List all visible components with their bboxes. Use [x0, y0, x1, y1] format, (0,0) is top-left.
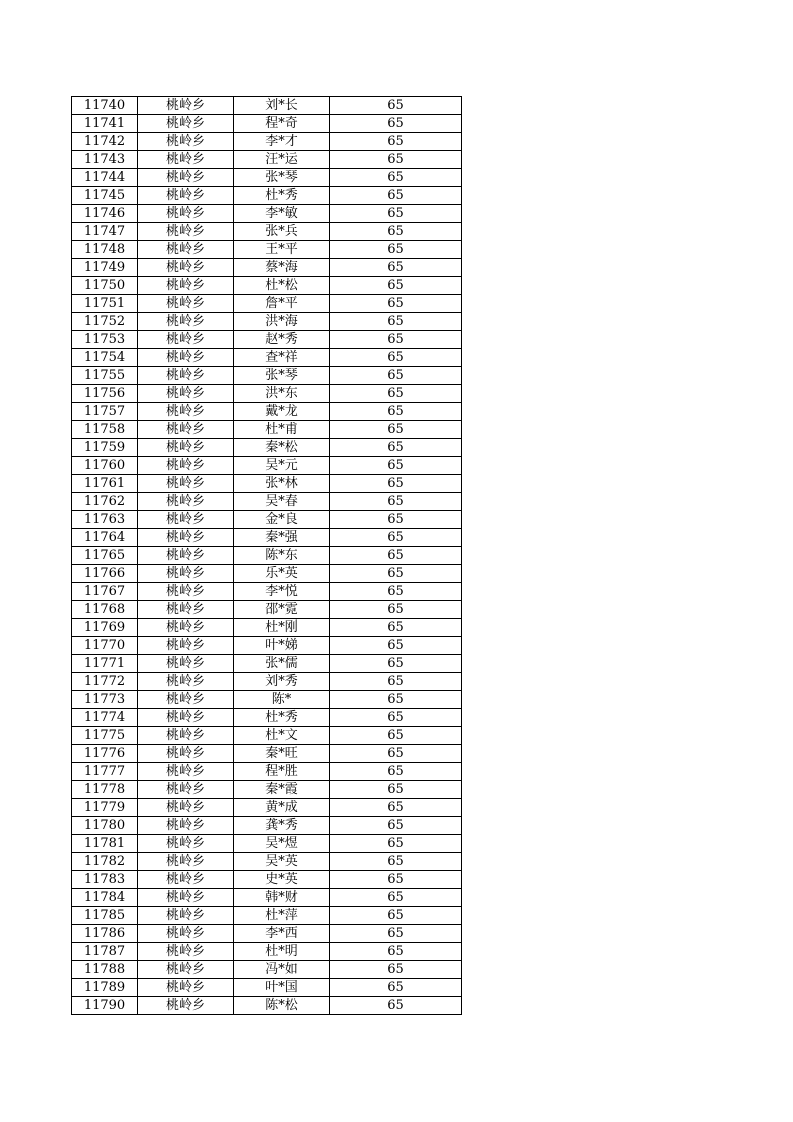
township-cell: 桃岭乡	[138, 205, 234, 223]
table-row	[72, 655, 462, 673]
value-cell: 65	[330, 979, 462, 997]
value-cell: 65	[330, 169, 462, 187]
row-id-cell: 11754	[72, 349, 138, 367]
name-cell: 杜*萍	[234, 907, 330, 925]
row-id-cell: 11773	[72, 691, 138, 709]
value-cell: 65	[330, 133, 462, 151]
name-cell: 张*林	[234, 475, 330, 493]
name-cell: 汪*运	[234, 151, 330, 169]
row-id-cell: 11777	[72, 763, 138, 781]
township-cell: 桃岭乡	[138, 979, 234, 997]
township-cell: 桃岭乡	[138, 943, 234, 961]
township-cell: 桃岭乡	[138, 691, 234, 709]
value-cell: 65	[330, 601, 462, 619]
table-row	[72, 799, 462, 817]
township-cell: 桃岭乡	[138, 583, 234, 601]
table-row	[72, 421, 462, 439]
name-cell: 龚*秀	[234, 817, 330, 835]
value-cell: 65	[330, 925, 462, 943]
table-row	[72, 331, 462, 349]
row-id-cell: 11771	[72, 655, 138, 673]
name-cell: 赵*秀	[234, 331, 330, 349]
name-cell: 吴*春	[234, 493, 330, 511]
name-cell: 刘*长	[234, 97, 330, 115]
township-cell: 桃岭乡	[138, 259, 234, 277]
row-id-cell: 11760	[72, 457, 138, 475]
row-id-cell: 11762	[72, 493, 138, 511]
row-id-cell: 11770	[72, 637, 138, 655]
value-cell: 65	[330, 403, 462, 421]
name-cell: 叶*娣	[234, 637, 330, 655]
table-row	[72, 979, 462, 997]
table-row	[72, 565, 462, 583]
value-cell: 65	[330, 421, 462, 439]
value-cell: 65	[330, 799, 462, 817]
value-cell: 65	[330, 583, 462, 601]
row-id-cell: 11768	[72, 601, 138, 619]
value-cell: 65	[330, 907, 462, 925]
value-cell: 65	[330, 331, 462, 349]
name-cell: 杜*秀	[234, 187, 330, 205]
township-cell: 桃岭乡	[138, 565, 234, 583]
township-cell: 桃岭乡	[138, 601, 234, 619]
name-cell: 秦*旺	[234, 745, 330, 763]
row-id-cell: 11784	[72, 889, 138, 907]
table-row	[72, 907, 462, 925]
name-cell: 韩*财	[234, 889, 330, 907]
row-id-cell: 11740	[72, 97, 138, 115]
township-cell: 桃岭乡	[138, 547, 234, 565]
table-row	[72, 493, 462, 511]
value-cell: 65	[330, 655, 462, 673]
row-id-cell: 11775	[72, 727, 138, 745]
table-row	[72, 439, 462, 457]
value-cell: 65	[330, 763, 462, 781]
township-cell: 桃岭乡	[138, 169, 234, 187]
table-row	[72, 673, 462, 691]
row-id-cell: 11756	[72, 385, 138, 403]
name-cell: 金*良	[234, 511, 330, 529]
table-row	[72, 817, 462, 835]
row-id-cell: 11783	[72, 871, 138, 889]
township-cell: 桃岭乡	[138, 763, 234, 781]
township-cell: 桃岭乡	[138, 97, 234, 115]
value-cell: 65	[330, 817, 462, 835]
row-id-cell: 11748	[72, 241, 138, 259]
table-row	[72, 115, 462, 133]
row-id-cell: 11747	[72, 223, 138, 241]
township-cell: 桃岭乡	[138, 403, 234, 421]
township-cell: 桃岭乡	[138, 421, 234, 439]
value-cell: 65	[330, 349, 462, 367]
value-cell: 65	[330, 835, 462, 853]
table-row	[72, 943, 462, 961]
value-cell: 65	[330, 889, 462, 907]
township-cell: 桃岭乡	[138, 277, 234, 295]
table-row	[72, 583, 462, 601]
township-cell: 桃岭乡	[138, 385, 234, 403]
township-cell: 桃岭乡	[138, 835, 234, 853]
township-cell: 桃岭乡	[138, 529, 234, 547]
township-cell: 桃岭乡	[138, 745, 234, 763]
table-row	[72, 367, 462, 385]
name-cell: 杜*松	[234, 277, 330, 295]
name-cell: 程*胜	[234, 763, 330, 781]
township-cell: 桃岭乡	[138, 223, 234, 241]
table-row	[72, 205, 462, 223]
township-cell: 桃岭乡	[138, 511, 234, 529]
table-row	[72, 781, 462, 799]
value-cell: 65	[330, 115, 462, 133]
row-id-cell: 11759	[72, 439, 138, 457]
name-cell: 杜*秀	[234, 709, 330, 727]
value-cell: 65	[330, 565, 462, 583]
township-cell: 桃岭乡	[138, 187, 234, 205]
table-row	[72, 313, 462, 331]
name-cell: 张*兵	[234, 223, 330, 241]
value-cell: 65	[330, 943, 462, 961]
row-id-cell: 11741	[72, 115, 138, 133]
name-cell: 陈*东	[234, 547, 330, 565]
row-id-cell: 11764	[72, 529, 138, 547]
value-cell: 65	[330, 529, 462, 547]
township-cell: 桃岭乡	[138, 727, 234, 745]
row-id-cell: 11780	[72, 817, 138, 835]
table-row	[72, 403, 462, 421]
table-row	[72, 475, 462, 493]
name-cell: 史*英	[234, 871, 330, 889]
row-id-cell: 11786	[72, 925, 138, 943]
name-cell: 秦*强	[234, 529, 330, 547]
table-row	[72, 853, 462, 871]
table-row	[72, 925, 462, 943]
row-id-cell: 11779	[72, 799, 138, 817]
name-cell: 蔡*海	[234, 259, 330, 277]
table-row	[72, 961, 462, 979]
name-cell: 张*儒	[234, 655, 330, 673]
township-cell: 桃岭乡	[138, 457, 234, 475]
table-row	[72, 349, 462, 367]
row-id-cell: 11753	[72, 331, 138, 349]
row-id-cell: 11778	[72, 781, 138, 799]
row-id-cell: 11769	[72, 619, 138, 637]
table-row	[72, 601, 462, 619]
row-id-cell: 11788	[72, 961, 138, 979]
name-cell: 查*祥	[234, 349, 330, 367]
value-cell: 65	[330, 259, 462, 277]
value-cell: 65	[330, 385, 462, 403]
table-body	[72, 97, 462, 1015]
value-cell: 65	[330, 295, 462, 313]
value-cell: 65	[330, 547, 462, 565]
value-cell: 65	[330, 511, 462, 529]
township-cell: 桃岭乡	[138, 853, 234, 871]
row-id-cell: 11772	[72, 673, 138, 691]
name-cell: 戴*龙	[234, 403, 330, 421]
table-row	[72, 187, 462, 205]
table-row	[72, 691, 462, 709]
table-row	[72, 97, 462, 115]
table-row	[72, 889, 462, 907]
name-cell: 李*悦	[234, 583, 330, 601]
value-cell: 65	[330, 277, 462, 295]
table-row	[72, 151, 462, 169]
value-cell: 65	[330, 187, 462, 205]
value-cell: 65	[330, 961, 462, 979]
row-id-cell: 11751	[72, 295, 138, 313]
value-cell: 65	[330, 313, 462, 331]
table-row	[72, 997, 462, 1015]
value-cell: 65	[330, 475, 462, 493]
table-row	[72, 511, 462, 529]
row-id-cell: 11767	[72, 583, 138, 601]
row-id-cell: 11743	[72, 151, 138, 169]
table-row	[72, 871, 462, 889]
name-cell: 詹*平	[234, 295, 330, 313]
row-id-cell: 11744	[72, 169, 138, 187]
row-id-cell: 11750	[72, 277, 138, 295]
row-id-cell: 11755	[72, 367, 138, 385]
township-cell: 桃岭乡	[138, 133, 234, 151]
table-row	[72, 457, 462, 475]
table-row	[72, 835, 462, 853]
name-cell: 张*琴	[234, 367, 330, 385]
row-id-cell: 11789	[72, 979, 138, 997]
table-row	[72, 223, 462, 241]
name-cell: 杜*明	[234, 943, 330, 961]
township-cell: 桃岭乡	[138, 313, 234, 331]
name-cell: 秦*松	[234, 439, 330, 457]
township-cell: 桃岭乡	[138, 331, 234, 349]
row-id-cell: 11749	[72, 259, 138, 277]
name-cell: 陈*	[234, 691, 330, 709]
name-cell: 洪*东	[234, 385, 330, 403]
name-cell: 吴*煜	[234, 835, 330, 853]
row-id-cell: 11790	[72, 997, 138, 1015]
township-cell: 桃岭乡	[138, 439, 234, 457]
value-cell: 65	[330, 727, 462, 745]
row-id-cell: 11782	[72, 853, 138, 871]
value-cell: 65	[330, 871, 462, 889]
table-row	[72, 745, 462, 763]
table-row	[72, 709, 462, 727]
value-cell: 65	[330, 745, 462, 763]
row-id-cell: 11785	[72, 907, 138, 925]
table-row	[72, 385, 462, 403]
name-cell: 洪*海	[234, 313, 330, 331]
name-cell: 秦*霞	[234, 781, 330, 799]
value-cell: 65	[330, 853, 462, 871]
name-cell: 吴*元	[234, 457, 330, 475]
township-cell: 桃岭乡	[138, 637, 234, 655]
table-row	[72, 547, 462, 565]
value-cell: 65	[330, 691, 462, 709]
value-cell: 65	[330, 637, 462, 655]
township-cell: 桃岭乡	[138, 151, 234, 169]
township-cell: 桃岭乡	[138, 655, 234, 673]
township-cell: 桃岭乡	[138, 493, 234, 511]
township-cell: 桃岭乡	[138, 961, 234, 979]
township-cell: 桃岭乡	[138, 619, 234, 637]
row-id-cell: 11742	[72, 133, 138, 151]
value-cell: 65	[330, 781, 462, 799]
table-row	[72, 727, 462, 745]
township-cell: 桃岭乡	[138, 799, 234, 817]
data-table	[71, 96, 462, 1015]
township-cell: 桃岭乡	[138, 781, 234, 799]
township-cell: 桃岭乡	[138, 241, 234, 259]
township-cell: 桃岭乡	[138, 349, 234, 367]
name-cell: 李*才	[234, 133, 330, 151]
name-cell: 刘*秀	[234, 673, 330, 691]
value-cell: 65	[330, 241, 462, 259]
row-id-cell: 11781	[72, 835, 138, 853]
township-cell: 桃岭乡	[138, 889, 234, 907]
name-cell: 杜*文	[234, 727, 330, 745]
name-cell: 乐*英	[234, 565, 330, 583]
value-cell: 65	[330, 997, 462, 1015]
value-cell: 65	[330, 673, 462, 691]
name-cell: 叶*国	[234, 979, 330, 997]
row-id-cell: 11766	[72, 565, 138, 583]
township-cell: 桃岭乡	[138, 925, 234, 943]
row-id-cell: 11776	[72, 745, 138, 763]
name-cell: 冯*如	[234, 961, 330, 979]
table-row	[72, 763, 462, 781]
value-cell: 65	[330, 619, 462, 637]
value-cell: 65	[330, 367, 462, 385]
value-cell: 65	[330, 439, 462, 457]
township-cell: 桃岭乡	[138, 997, 234, 1015]
value-cell: 65	[330, 205, 462, 223]
table-row	[72, 529, 462, 547]
township-cell: 桃岭乡	[138, 907, 234, 925]
value-cell: 65	[330, 709, 462, 727]
table-row	[72, 133, 462, 151]
row-id-cell: 11752	[72, 313, 138, 331]
township-cell: 桃岭乡	[138, 673, 234, 691]
value-cell: 65	[330, 97, 462, 115]
name-cell: 陈*松	[234, 997, 330, 1015]
value-cell: 65	[330, 457, 462, 475]
table-row	[72, 277, 462, 295]
township-cell: 桃岭乡	[138, 295, 234, 313]
township-cell: 桃岭乡	[138, 871, 234, 889]
township-cell: 桃岭乡	[138, 817, 234, 835]
township-cell: 桃岭乡	[138, 709, 234, 727]
name-cell: 李*敏	[234, 205, 330, 223]
row-id-cell: 11765	[72, 547, 138, 565]
name-cell: 王*平	[234, 241, 330, 259]
row-id-cell: 11774	[72, 709, 138, 727]
table-row	[72, 619, 462, 637]
table-row	[72, 259, 462, 277]
value-cell: 65	[330, 493, 462, 511]
table-row	[72, 637, 462, 655]
name-cell: 程*奇	[234, 115, 330, 133]
row-id-cell: 11763	[72, 511, 138, 529]
name-cell: 李*西	[234, 925, 330, 943]
row-id-cell: 11757	[72, 403, 138, 421]
name-cell: 邵*霓	[234, 601, 330, 619]
name-cell: 杜*刚	[234, 619, 330, 637]
table-row	[72, 241, 462, 259]
row-id-cell: 11746	[72, 205, 138, 223]
value-cell: 65	[330, 151, 462, 169]
township-cell: 桃岭乡	[138, 115, 234, 133]
township-cell: 桃岭乡	[138, 475, 234, 493]
row-id-cell: 11745	[72, 187, 138, 205]
row-id-cell: 11758	[72, 421, 138, 439]
name-cell: 吴*英	[234, 853, 330, 871]
row-id-cell: 11761	[72, 475, 138, 493]
name-cell: 黄*成	[234, 799, 330, 817]
value-cell: 65	[330, 223, 462, 241]
table-row	[72, 295, 462, 313]
table-row	[72, 169, 462, 187]
row-id-cell: 11787	[72, 943, 138, 961]
name-cell: 张*琴	[234, 169, 330, 187]
name-cell: 杜*甫	[234, 421, 330, 439]
township-cell: 桃岭乡	[138, 367, 234, 385]
